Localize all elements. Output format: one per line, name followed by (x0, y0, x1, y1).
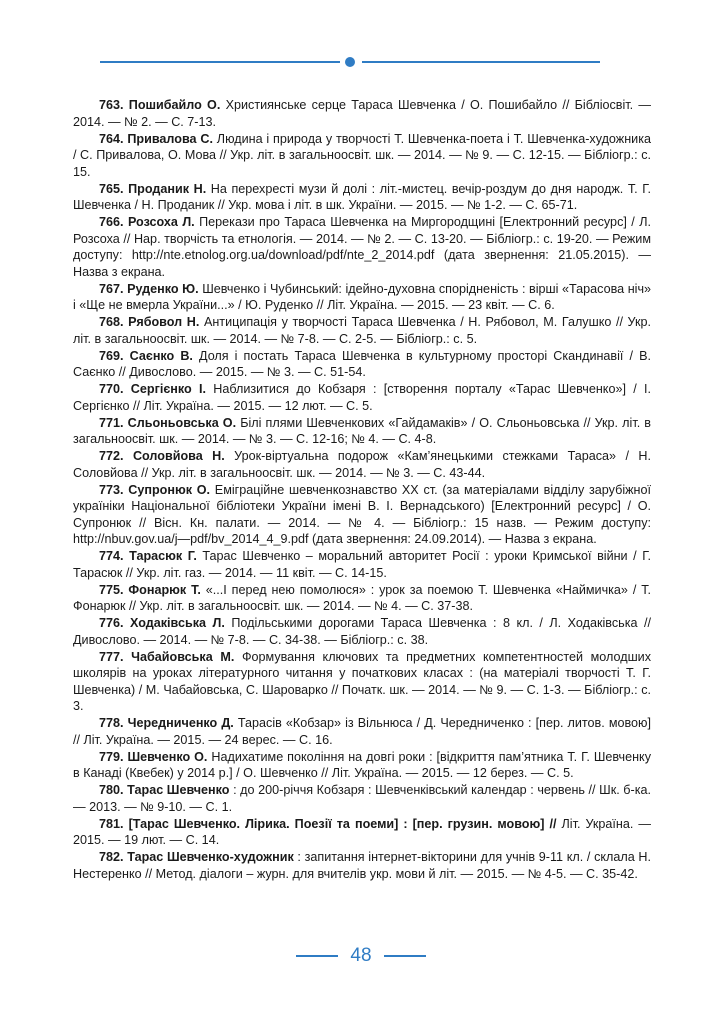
entry-text: Доля і постать Тараса Шевченка в культурному просторі Скандинавії / В. Саєнко // Дивослово. — 2015. — № 3. — С. 51-54. (73, 348, 651, 379)
entry-author: Саєнко В. (129, 348, 193, 363)
bibliography-entry-772 (73, 448, 651, 481)
bibliography-list (73, 97, 651, 883)
top-rule-dot (345, 57, 355, 67)
entry-number: 776. (99, 616, 124, 630)
entry-text: : до 200-річчя Кобзаря : Шевченківський календар : червень // Шк. б-ка. — 2013. — № 9-10. — С. 1. (73, 783, 651, 814)
bibliography-entry-768 (73, 314, 651, 347)
bibliography-entry-775 (73, 582, 651, 615)
bibliography-entry-779 (73, 749, 651, 782)
entry-text: Наблизитися до Кобзаря : [створення порталу «Тарас Шевченко»] / І. Сергієнко // Літ. Україна. — 2015. — 12 лют. — С. 5. (73, 382, 651, 413)
entry-number: 782. (99, 850, 124, 864)
entry-author: Тарас Шевченко (127, 783, 230, 797)
entry-author: Сльоньовська О. (127, 415, 237, 430)
entry-author: Шевченко О. (127, 749, 208, 764)
entry-number: 768. (99, 315, 124, 329)
entry-number: 774. (99, 549, 124, 563)
bibliography-entry-763 (73, 97, 651, 130)
entry-text: Літ. Україна. — 2015. — 19 лют. — С. 14. (73, 816, 652, 847)
entry-number: 763. (99, 98, 124, 112)
entry-author: [Тарас Шевченко. Лірика. Поезії та поеми] : [пер. грузин. мовою] // (128, 816, 557, 831)
entry-text: «...І перед нею помолюся» : урок за поемою Т. Шевченка «Наймичка» / Т. Фонарюк // Укр. літ. в загальноосвіт. шк. — 2014. — № 4. — С. 37-38. (73, 582, 651, 613)
entry-author: Розсоха Л. (127, 215, 195, 229)
bibliography-entry-771 (73, 415, 651, 448)
entry-text: Надихатиме покоління на довгі роки : [відкриття пам’ятника Т. Г. Шевченку в Канаді (Квебек) у 2014 р.] / О. Шевченко // Літ. Україна. — 2015. — 12 берез. — С. 5. (73, 749, 651, 780)
entry-author: Соловйова Н. (132, 449, 225, 463)
bibliography-entry-776 (73, 615, 651, 648)
entry-text: Еміграційне шевченкознавство ХХ ст. (за матеріалами відділу зарубіжної україніки Національної бібліотеки України імені В. І. Вернадського) [Електронний ресурс] / О. Супронюк // Вісн. Кн. палати. — 2014. — № 4. — Бібліогр.: 15 назв. — Режим доступу: http://nbuv.gov.ua/j—pdf/bv_2014_4_9.pdf (дата звернення: 24.09.2014). — Назва з екрана. (73, 482, 652, 546)
entry-text: Тарасів «Кобзар» із Вільнюса / Д. Чередниченко : [пер. литов. мовою] // Літ. Україна. — 2015. — 24 верес. — С. 16. (73, 716, 651, 747)
bibliography-entry-766 (73, 214, 651, 280)
entry-author: Пошибайло О. (128, 98, 221, 112)
top-rule-left-line (100, 61, 340, 63)
entry-author: Тарасюк Г. (129, 549, 197, 563)
entry-text: : запитання інтернет-вікторини для учнів 9-11 кл. / склала Н. Нестеренко // Метод. діалоги – журн. для вчителів укр. мови й літ. — 2015. — № 4-5. — С. 35-42. (73, 850, 651, 881)
entry-author: Сергієнко І. (130, 382, 206, 396)
entry-number: 779. (99, 749, 124, 764)
entry-author: Рябовол Н. (128, 315, 200, 329)
top-rule-right-line (362, 61, 600, 63)
entry-author: Проданик Н. (128, 181, 207, 196)
entry-text: Тарас Шевченко – моральний авторитет Росії : уроки Кримської війни / Г. Тарасюк // Укр. літ. газ. — 2014. — 11 квіт. — С. 14-15. (73, 549, 651, 580)
page-number: 48 (350, 945, 372, 966)
entry-author: Чабайовська М. (131, 649, 235, 664)
entry-number: 777. (99, 649, 124, 664)
entry-number: 764. (99, 131, 124, 146)
entry-text: Людина і природа у творчості Т. Шевченка-поета і Т. Шевченка-художника / С. Привалова, О. Мова // Укр. літ. в загальноосвіт. шк. — 2014. — № 9. — С. 12-15. — Бібліогр.: с. 15. (73, 131, 651, 179)
entry-text: Перекази про Тараса Шевченка на Миргородщині [Електронний ресурс] / Л. Розсоха // Нар. творчість та етнологія. — 2014. — № 2. — С. 13-20. — Бібліогр.: с. 19-20. — Режим доступу: http://nte.etnolog.org.ua/download/pdf/nte_2_2014.pdf (дата звернення: 21.05.2015). — Назва з екрана. (73, 215, 651, 279)
entry-number: 780. (99, 783, 124, 797)
entry-author: Чередниченко Д. (127, 716, 234, 730)
bibliography-entry-782 (73, 849, 651, 882)
entry-author: Супронюк О. (128, 482, 211, 497)
bibliography-entry-770 (73, 381, 651, 414)
bibliography-entry-777 (73, 649, 651, 715)
footer-left-rule (296, 955, 338, 957)
entry-text: Урок-віртуальна подорож «Кам’янецькими стежками Тараса» / Н. Соловйова // Укр. літ. в загальноосвіт. шк. — 2014. — № 3. — С. 43-44. (73, 449, 652, 480)
entry-author: Фонарюк Т. (128, 582, 201, 597)
bibliography-entry-780 (73, 782, 651, 815)
entry-number: 766. (99, 215, 124, 229)
footer-right-rule (384, 955, 426, 957)
page-footer (0, 944, 722, 968)
entry-number: 773. (99, 482, 124, 497)
entry-text: Формування ключових та предметних компетентностей молодших школярів на уроках літературного читання у початкових класах : (на матеріалі творчості Т. Г. Шевченка) / М. Чабайовська, С. Шароварко // Початк. шк. — 2014. — № 9. — С. 1-3. — Бібліогр.: с. 3. (73, 649, 652, 713)
entry-number: 770. (99, 382, 124, 396)
bibliography-entry-767 (73, 281, 651, 314)
entry-number: 767. (99, 281, 124, 296)
bibliography-entry-769 (73, 348, 651, 381)
bibliography-entry-781 (73, 816, 651, 849)
entry-number: 771. (99, 415, 124, 430)
entry-number: 772. (99, 449, 124, 463)
entry-text: Шевченко і Чубинський: ідейно-духовна спорідненість : вірші «Тарасова ніч» і «Ще не вмерла України...» / Ю. Руденко // Літ. Україна. — 2015. — 23 квіт. — С. 6. (73, 281, 652, 312)
entry-number: 765. (99, 181, 124, 196)
entry-number: 778. (99, 716, 124, 730)
entry-text: На перехресті музи й долі : літ.-мистец. вечір-роздум до дня народж. Т. Г. Шевченка / Н. Проданик // Укр. мова і літ. в шк. України. — 2015. — № 1-2. — С. 65-71. (73, 181, 652, 212)
entry-author: Ходаківська Л. (130, 616, 225, 630)
bibliography-entry-765 (73, 181, 651, 214)
entry-number: 769. (99, 348, 124, 363)
entry-number: 781. (99, 816, 124, 831)
entry-author: Тарас Шевченко-художник (127, 850, 294, 864)
entry-text: Білі плями Шевченкових «Гайдамаків» / О. Сльоньовська // Укр. літ. в загальноосвіт. шк. — 2014. — № 3. — С. 12-16; № 4. — С. 4-8. (73, 415, 651, 446)
bibliography-entry-774 (73, 548, 651, 581)
entry-author: Привалова С. (127, 131, 213, 146)
bibliography-entry-778 (73, 715, 651, 748)
entry-text: Християнське серце Тараса Шевченка / О. Пошибайло // Бібліосвіт. — 2014. — № 2. — С. 7-13. (73, 98, 651, 129)
bibliography-entry-773 (73, 482, 651, 548)
entry-number: 775. (99, 582, 124, 597)
entry-author: Руденко Ю. (127, 281, 199, 296)
bibliography-entry-764 (73, 131, 651, 181)
entry-text: Антиципація у творчості Тараса Шевченка / Н. Рябовол, М. Галушко // Укр. літ. в загальноосвіт. шк. — 2014. — № 7-8. — С. 2-5. — Бібліогр.: с. 5. (73, 315, 652, 346)
entry-text: Подільськими дорогами Тараса Шевченка : 8 кл. / Л. Ходаківська // Дивослово. — 2014. — № 7-8. — С. 34-38. — Бібліогр.: с. 38. (73, 616, 651, 647)
top-decorative-rule (100, 58, 600, 66)
